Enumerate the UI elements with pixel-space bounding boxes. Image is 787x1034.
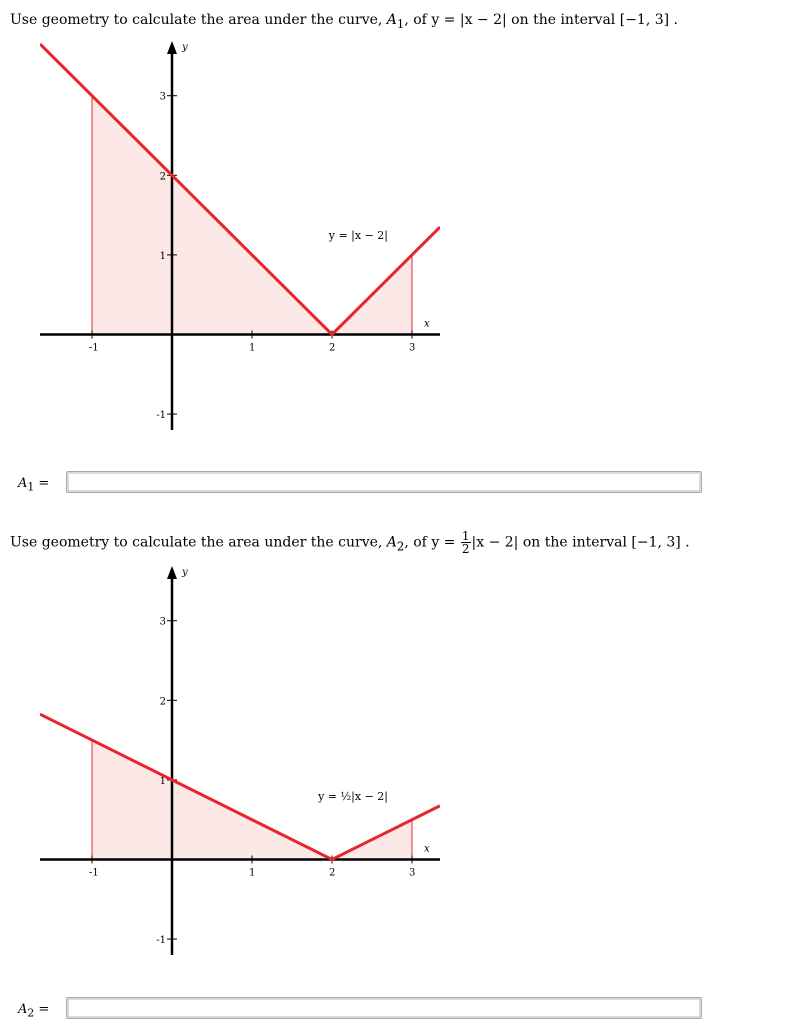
graph-2-svg	[40, 565, 440, 955]
question-2-mid: , of	[404, 534, 432, 551]
graph-2-x-tick-label: 1	[249, 867, 256, 879]
graph-2-y-tick-label: 1	[159, 775, 166, 787]
answer-1-input[interactable]	[66, 471, 702, 493]
question-2-text	[10, 530, 690, 555]
question-2-eq-rhs: |x − 2|	[471, 534, 519, 551]
answer-1-symbol: A	[18, 476, 28, 491]
answer-1-sub: 1	[27, 480, 35, 494]
question-2-prefix: Use geometry to calculate the area under the curve,	[10, 534, 387, 551]
graph-2-y-tick-label: -1	[156, 935, 166, 947]
question-1-text	[10, 11, 678, 33]
question-2-eq-lhs: y =	[431, 534, 460, 551]
question-2-area-sub: 2	[396, 539, 405, 554]
question-1-suffix: on the interval [−1, 3] .	[506, 12, 679, 28]
answer-1-equals: =	[34, 476, 50, 491]
question-1-mid: , of	[404, 12, 432, 28]
graph-1-x-axis-label: x	[424, 318, 430, 330]
answer-2-label	[18, 1002, 49, 1020]
graph-2-x-axis-label: x	[424, 843, 430, 855]
answer-1-label	[18, 476, 49, 494]
graph-1-y-tick-label: -1	[156, 410, 166, 422]
graph-2	[40, 565, 440, 955]
question-2-frac-den: 2	[461, 542, 470, 556]
graph-1-curve-label: y = |x − 2|	[328, 228, 388, 242]
graph-1-x-tick-label: 2	[329, 342, 336, 354]
graph-2-curve-label: y = ½|x − 2|	[318, 789, 388, 803]
question-1-area-symbol: A	[386, 12, 397, 28]
answer-2-symbol: A	[18, 1002, 28, 1017]
answer-2-sub: 2	[27, 1006, 35, 1020]
graph-1-x-tick-label: -1	[89, 342, 99, 354]
graph-1	[40, 40, 440, 430]
graph-1-y-tick-label: 1	[159, 250, 166, 262]
graph-1-y-tick-label: 3	[159, 91, 166, 103]
question-1-area-sub: 1	[396, 16, 405, 31]
graph-1-svg	[40, 40, 440, 430]
answer-2-equals: =	[34, 1002, 50, 1017]
graph-1-y-tick-label: 2	[159, 171, 166, 183]
graph-2-x-tick-label: 3	[409, 867, 416, 879]
graph-2-y-axis-arrow	[167, 566, 177, 579]
question-2-frac-num: 1	[461, 529, 470, 543]
graph-1-y-axis-arrow	[167, 41, 177, 54]
graph-1-shaded-area	[92, 96, 412, 335]
question-2-area-symbol: A	[386, 534, 397, 551]
graph-1-x-tick-label: 3	[409, 342, 416, 354]
question-1-prefix: Use geometry to calculate the area under the curve,	[10, 12, 387, 28]
answer-2-input[interactable]	[66, 997, 702, 1019]
graph-2-x-tick-label: -1	[89, 867, 99, 879]
question-1-equation: y = |x − 2|	[431, 12, 507, 28]
question-2-suffix: on the interval [−1, 3] .	[518, 534, 690, 551]
graph-2-x-tick-label: 2	[329, 867, 336, 879]
graph-2-y-tick-label: 2	[159, 696, 166, 708]
graph-2-y-tick-label: 3	[159, 616, 166, 628]
graph-1-x-tick-label: 1	[249, 342, 256, 354]
graph-2-y-axis-label: y	[182, 567, 188, 578]
question-2-fraction	[461, 530, 471, 555]
graph-1-y-axis-label: y	[182, 42, 188, 53]
